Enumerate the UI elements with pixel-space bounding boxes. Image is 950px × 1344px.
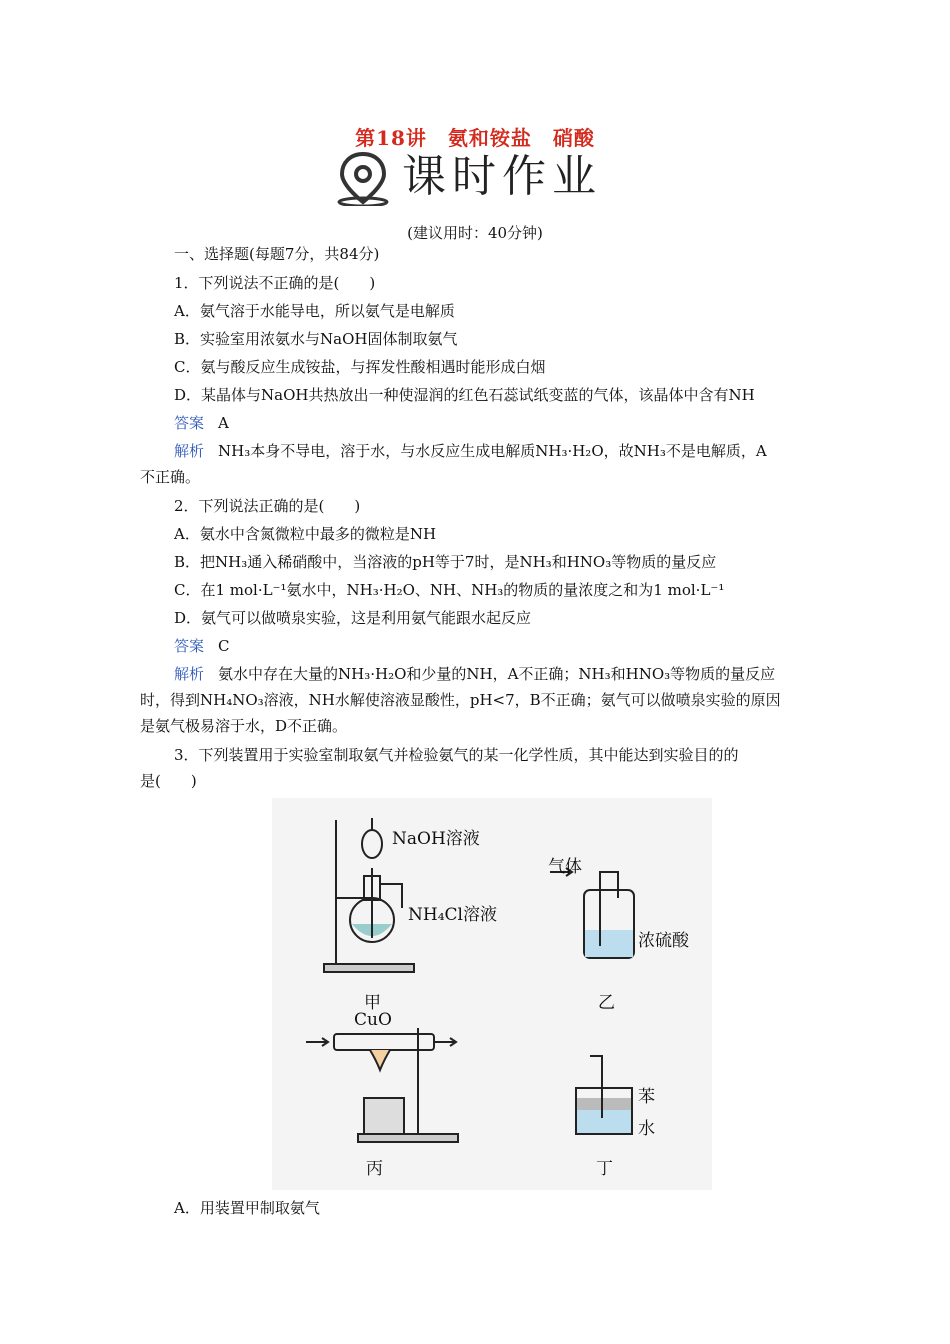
label-nh4cl-solution: NH₄Cl溶液 (408, 905, 497, 925)
time-hint: (建议用时：40分钟) (407, 224, 543, 242)
q2-analysis-line-3: 是氨气极易溶于水，D不正确。 (140, 717, 348, 735)
answer-value: A (218, 414, 229, 432)
q1-option-a: A．氨气溶于水能导电，所以氨气是电解质 (174, 302, 455, 320)
section-heading: 一、选择题(每题7分，共84分) (174, 245, 380, 263)
apparatus-figure (272, 798, 712, 1190)
answer-tag: 答案 (174, 637, 205, 655)
q2-option-b: B．把NH₃通入稀硝酸中，当溶液的pH等于7时，是NH₃和HNO₃等物质的量反应 (174, 553, 717, 571)
q1-option-c: C．氨与酸反应生成铵盐，与挥发性酸相遇时能形成白烟 (174, 358, 546, 376)
q2-analysis-line-1 (174, 664, 775, 684)
label-cuo: CuO (354, 1010, 392, 1030)
label-jia: 甲 (364, 993, 381, 1013)
q1-answer (174, 413, 229, 433)
q2-analysis-line-2: 时，得到NH₄NO₃溶液，NH水解使溶液显酸性，pH<7，B不正确；氨气可以做喷泉实验的原因 (140, 691, 781, 709)
q1-analysis-line-1 (174, 441, 767, 461)
analysis-text: 氨水中存在大量的NH₃·H₂O和少量的NH，A不正确；NH₃和HNO₃等物质的量反应 (218, 665, 776, 683)
label-yi: 乙 (598, 993, 615, 1013)
label-ding: 丁 (596, 1159, 613, 1179)
q2-option-d: D．氨气可以做喷泉实验，这是利用氨气能跟水起反应 (174, 609, 532, 627)
banner (328, 148, 624, 206)
label-gas: 气体 (548, 857, 582, 877)
location-pin-icon (328, 148, 398, 206)
q1-analysis-line-2: 不正确。 (140, 468, 201, 486)
analysis-text: NH₃本身不导电，溶于水，与水反应生成电解质NH₃·H₂O，故NH₃不是电解质，A (218, 442, 767, 460)
q1-option-b: B．实验室用浓氨水与NaOH固体制取氨气 (174, 330, 458, 348)
analysis-tag: 解析 (174, 665, 205, 683)
label-water: 水 (638, 1119, 655, 1139)
analysis-tag: 解析 (174, 442, 205, 460)
label-bing: 丙 (366, 1159, 383, 1179)
label-naoh-solution: NaOH溶液 (392, 829, 480, 849)
label-benzene: 苯 (638, 1087, 655, 1107)
q2-stem: 2．下列说法正确的是( ) (174, 497, 361, 515)
q1-option-d: D．某晶体与NaOH共热放出一种使湿润的红色石蕊试纸变蓝的气体，该晶体中含有NH (174, 386, 755, 404)
page-title: 第18讲 氨和铵盐 硝酸 (355, 126, 595, 150)
q3-stem-line-1: 3．下列装置用于实验室制取氨气并检验氨气的某一化学性质，其中能达到实验目的的 (174, 746, 739, 764)
q2-answer (174, 636, 230, 656)
q2-option-c: C．在1 mol·L⁻¹氨水中，NH₃·H₂O、NH、NH₃的物质的量浓度之和为1 mol·L⁻¹ (174, 581, 725, 599)
q3-option-a: A．用装置甲制取氨气 (174, 1199, 320, 1217)
q2-option-a: A．氨水中含氮微粒中最多的微粒是NH (174, 525, 437, 543)
q1-stem: 1．下列说法不正确的是( ) (174, 274, 376, 292)
banner-text: 课时作业 (402, 151, 602, 202)
label-conc-sulfuric-acid: 浓硫酸 (638, 931, 689, 951)
answer-value: C (218, 637, 230, 655)
q3-stem-line-2: 是( ) (140, 772, 197, 790)
answer-tag: 答案 (174, 414, 205, 432)
